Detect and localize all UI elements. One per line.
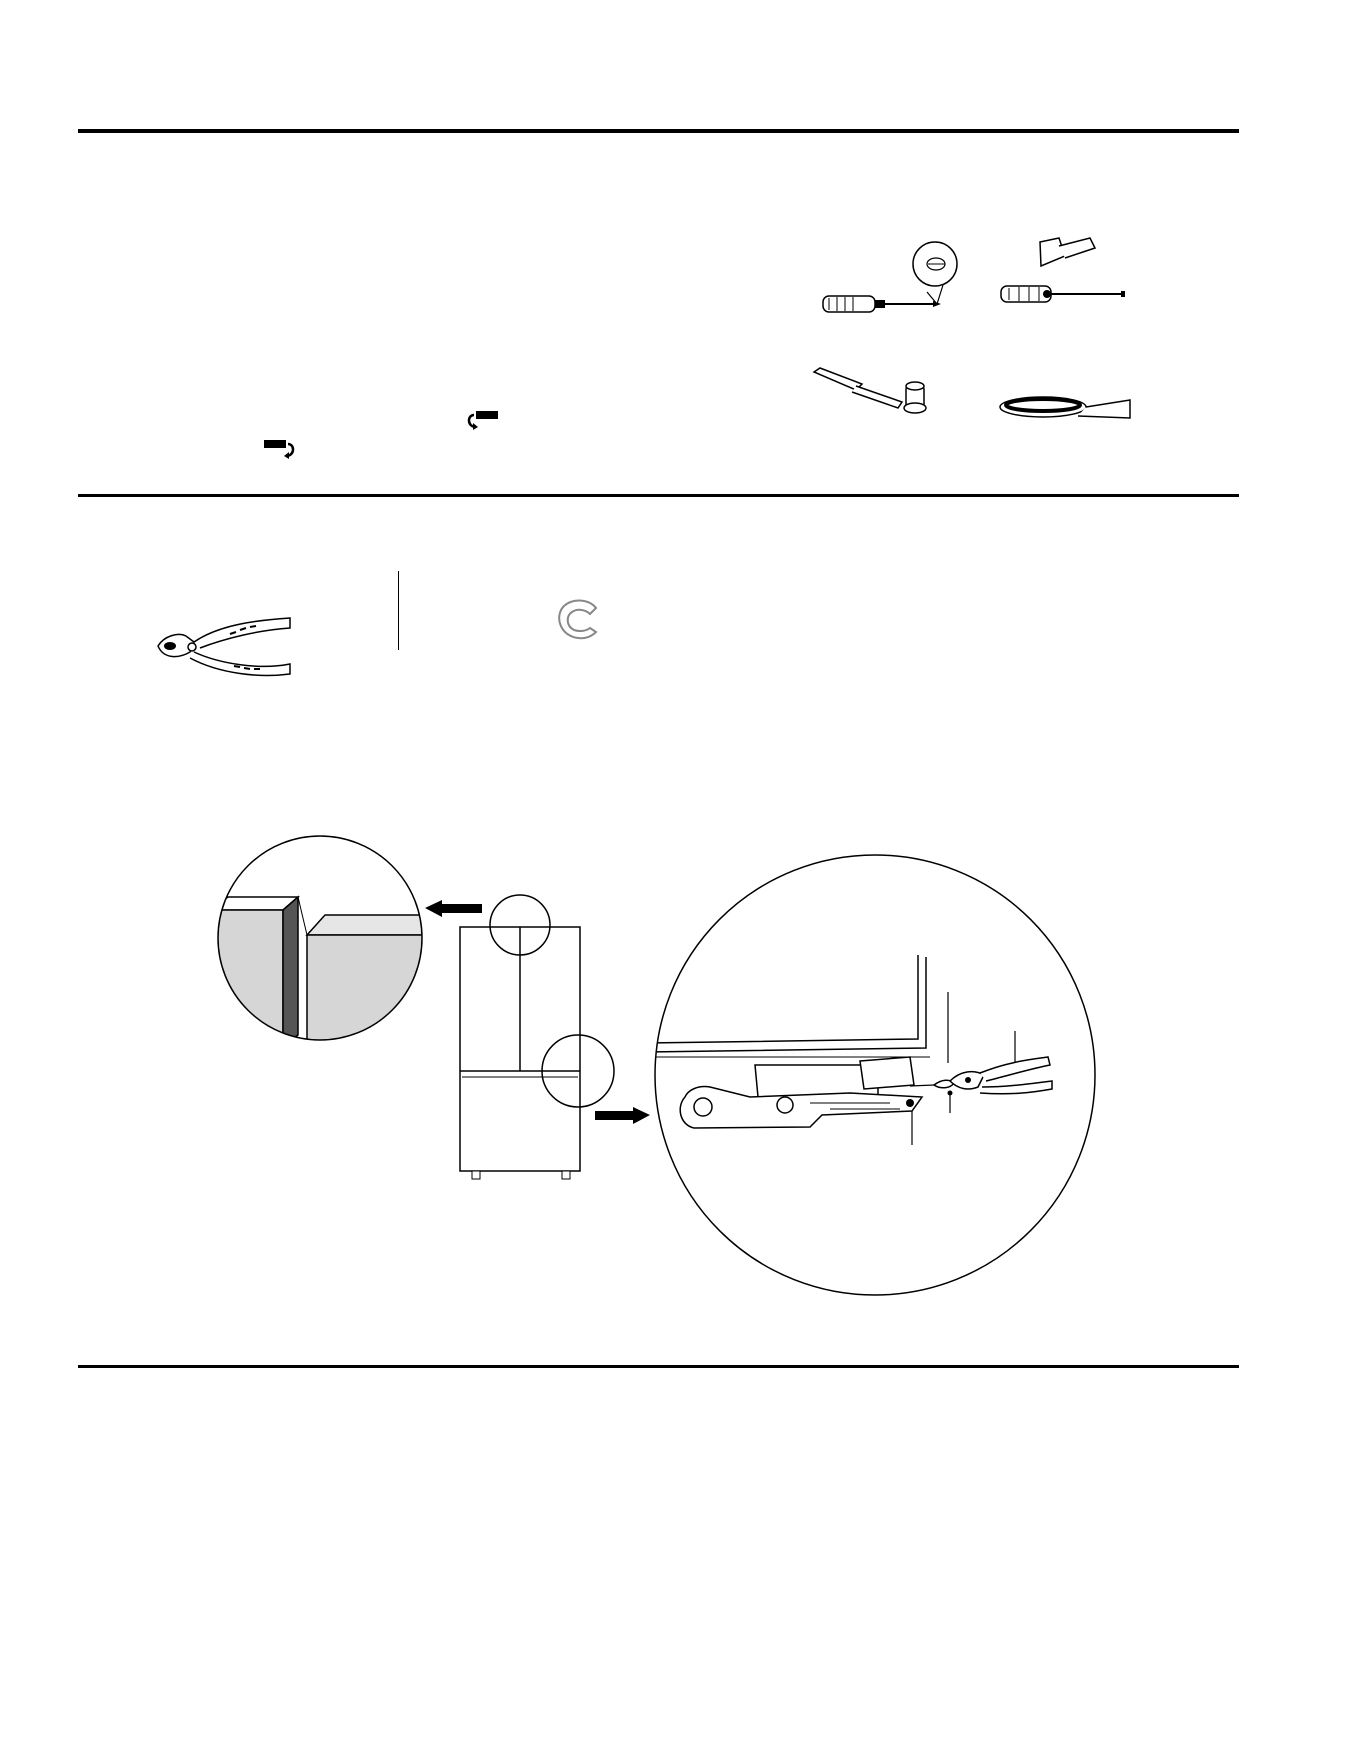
phillips-screwdriver-illustration	[815, 240, 975, 315]
rotate-counterclockwise-icon	[262, 438, 302, 460]
e-ring-clip-icon	[552, 598, 602, 642]
top-rule	[78, 129, 1239, 133]
bottom-rule	[78, 1365, 1239, 1368]
middle-rule	[78, 494, 1239, 497]
rotate-clockwise-icon	[464, 409, 504, 431]
pliers-illustration	[150, 614, 300, 676]
socket-ratchet-illustration	[806, 366, 956, 426]
masking-tape-illustration	[998, 390, 1138, 424]
putty-knife-illustration	[995, 236, 1135, 306]
divider-line	[398, 571, 399, 650]
door-alignment-diagram	[210, 835, 1130, 1295]
